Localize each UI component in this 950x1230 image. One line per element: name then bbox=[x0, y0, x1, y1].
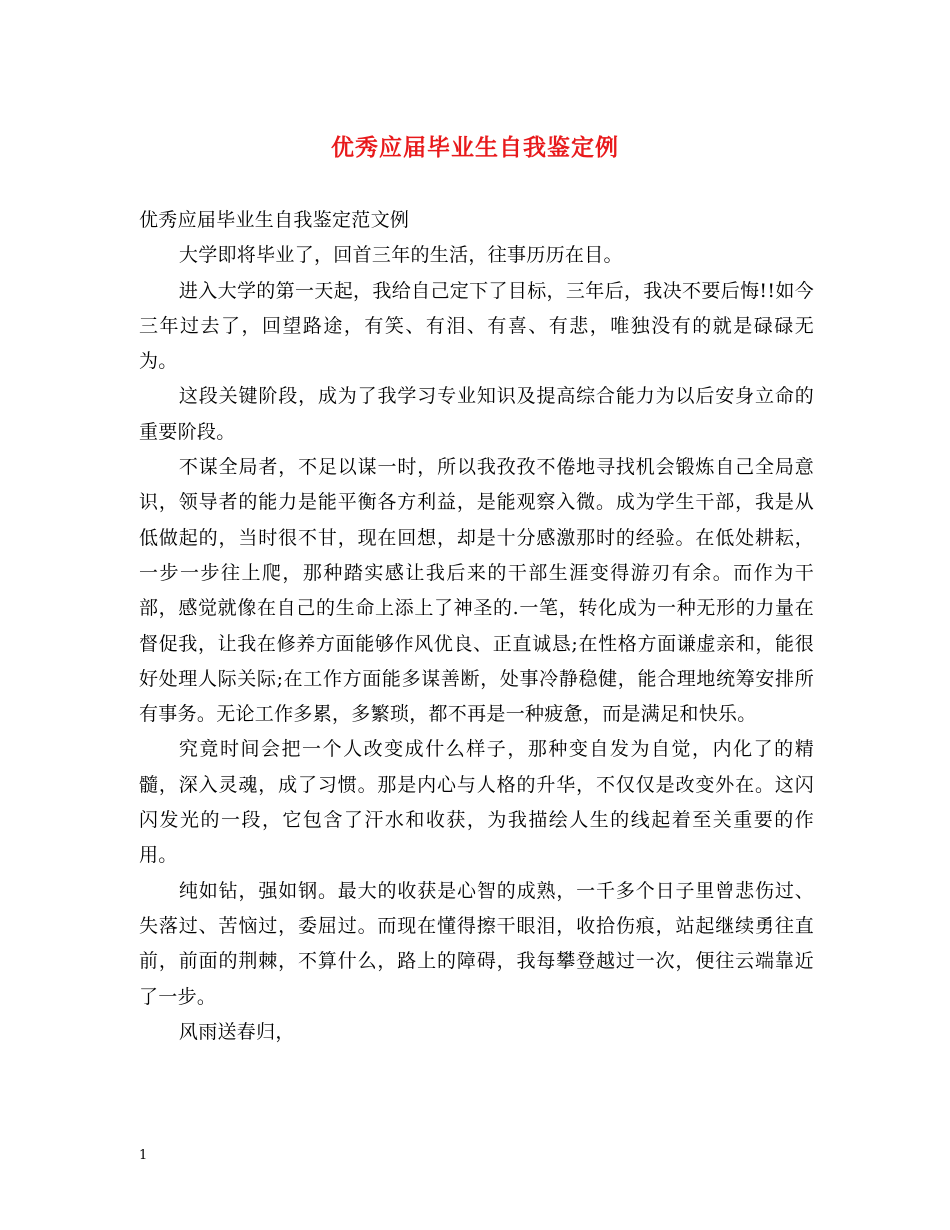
page-number: 1 bbox=[139, 1148, 148, 1163]
paragraph-6: 纯如钻，强如钢。最大的收获是心智的成熟，一千多个日子里曾悲伤过、失落过、苦恼过，委屈过。而现在懂得擦干眼泪，收拾伤痕，站起继续勇往直前，前面的荆棘，不算什么，路上的障碍，我每攀登越过一次，便往云端靠近了一步。 bbox=[139, 879, 814, 1008]
paragraph-1: 大学即将毕业了，回首三年的生活，往事历历在目。 bbox=[178, 244, 623, 267]
document-title: 优秀应届毕业生自我鉴定例 bbox=[331, 134, 619, 161]
paragraph-7: 风雨送春归， bbox=[178, 1020, 295, 1043]
document-body bbox=[139, 203, 814, 1050]
paragraph-2: 进入大学的第一天起，我给自己定下了目标，三年后，我决不要后悔!!如今三年过去了，回望路途，有笑、有泪、有喜、有悲，唯独没有的就是碌碌无为。 bbox=[139, 279, 814, 373]
document-subtitle: 优秀应届毕业生自我鉴定范文例 bbox=[139, 209, 410, 231]
paragraph-4: 不谋全局者，不足以谋一时，所以我孜孜不倦地寻找机会锻炼自己全局意识，领导者的能力是能平衡各方利益，是能观察入微。成为学生干部，我是从低做起的，当时很不甘，现在回想，却是十分感激那时的经验。在低处耕耘，一步一步往上爬，那种踏实感让我后来的干部生涯变得游刃有余。而作为干部，感觉就像在自己的生命上添上了神圣的.一笔，转化成为一种无形的力量在督促我，让我在修养方面能够作风优良、正直诚恳;在性格方面谦虚亲和，能很好处理人际关际;在工作方面能多谋善断，处事冷静稳健，能合理地统筹安排所有事务。无论工作多累，多繁琐，都不再是一种疲惫，而是满足和快乐。 bbox=[139, 456, 814, 726]
paragraph-5: 究竟时间会把一个人改变成什么样子，那种变自发为自觉，内化了的精髓，深入灵魂，成了习惯。那是内心与人格的升华，不仅仅是改变外在。这闪闪发光的一段，它包含了汗水和收获，为我描绘人生的线起着至关重要的作用。 bbox=[139, 738, 814, 867]
paragraph-3: 这段关键阶段，成为了我学习专业知识及提高综合能力为以后安身立命的重要阶段。 bbox=[139, 385, 814, 443]
